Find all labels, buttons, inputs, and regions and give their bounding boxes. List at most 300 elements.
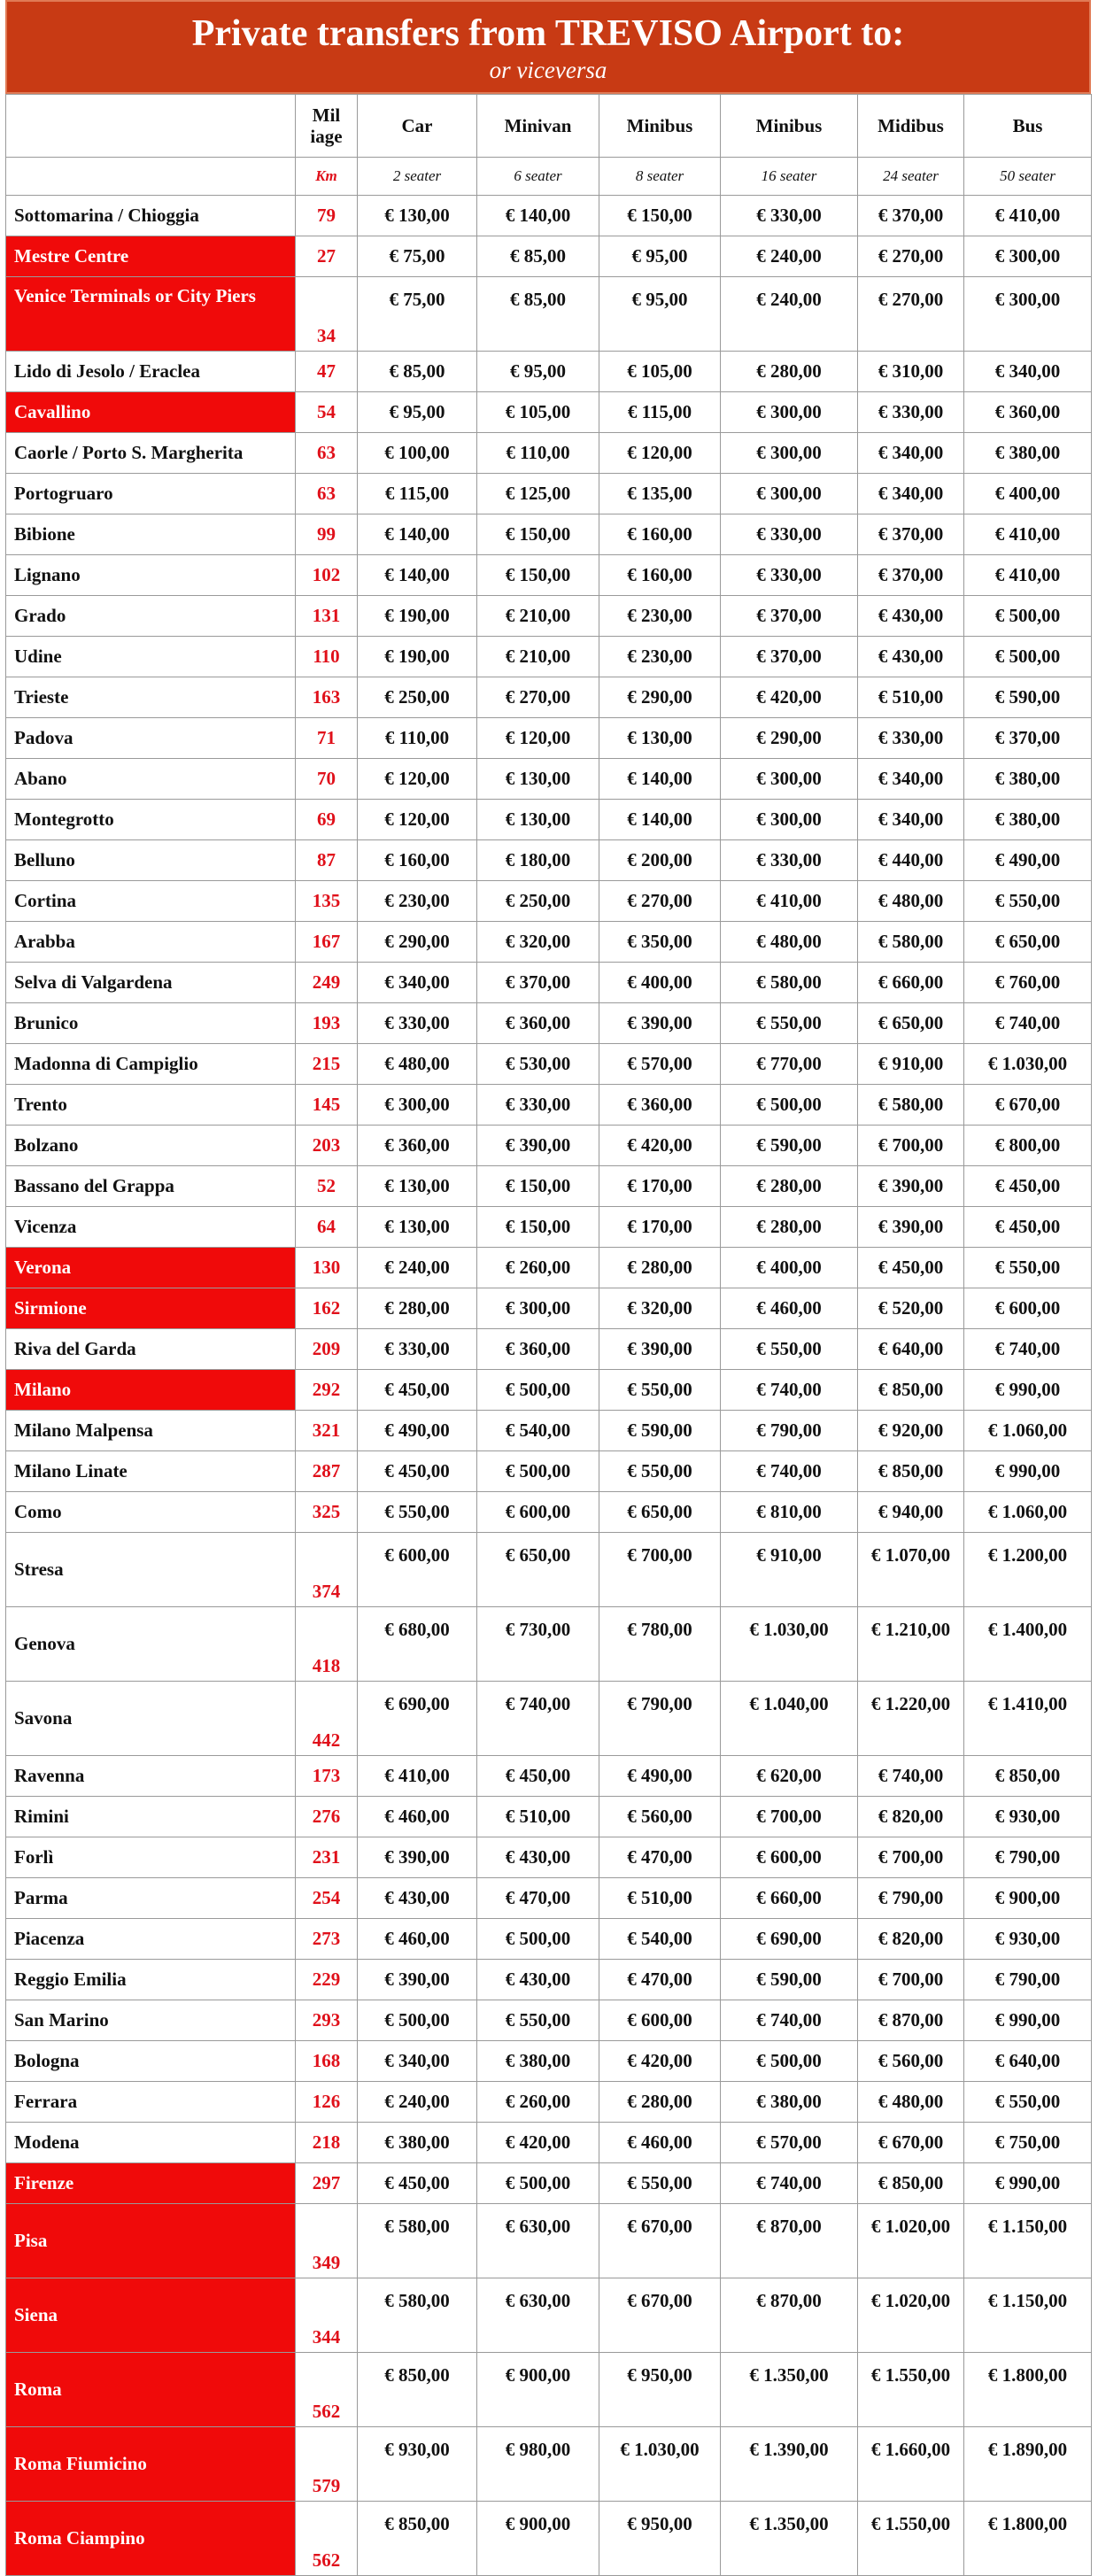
price-cell: € 410,00 — [721, 881, 858, 922]
price-cell: € 460,00 — [358, 1797, 477, 1837]
price-cell: € 140,00 — [599, 800, 721, 840]
price-cell: € 730,00 — [477, 1607, 599, 1682]
price-cell: € 510,00 — [858, 677, 964, 718]
price-cell: € 170,00 — [599, 1207, 721, 1248]
price-cell: € 320,00 — [599, 1288, 721, 1329]
price-cell: € 550,00 — [599, 2163, 721, 2204]
table-row — [6, 1085, 1092, 1126]
table-row — [6, 881, 1092, 922]
price-cell: € 75,00 — [358, 236, 477, 277]
price-cell: € 980,00 — [477, 2427, 599, 2502]
price-cell: € 870,00 — [858, 2000, 964, 2041]
table-row — [6, 2427, 1092, 2502]
price-cell: € 360,00 — [964, 392, 1092, 433]
price-cell: € 230,00 — [599, 637, 721, 677]
price-cell: € 480,00 — [858, 2082, 964, 2123]
price-cell: € 85,00 — [477, 277, 599, 352]
price-cell: € 240,00 — [358, 2082, 477, 2123]
price-cell: € 130,00 — [358, 196, 477, 236]
capacity-row — [6, 158, 1092, 196]
price-cell: € 670,00 — [599, 2278, 721, 2353]
price-cell: € 850,00 — [964, 1756, 1092, 1797]
price-cell: € 590,00 — [964, 677, 1092, 718]
price-cell: € 140,00 — [358, 555, 477, 596]
table-row — [6, 2204, 1092, 2278]
price-cell: € 500,00 — [358, 2000, 477, 2041]
price-cell: € 950,00 — [599, 2502, 721, 2576]
price-cell: € 420,00 — [599, 2041, 721, 2082]
price-cell: € 280,00 — [721, 1207, 858, 1248]
mileage-cell: 193 — [296, 1003, 358, 1044]
destination-cell: Como — [6, 1492, 296, 1533]
mileage-cell: 442 — [296, 1682, 358, 1756]
price-cell: € 95,00 — [599, 236, 721, 277]
table-row — [6, 2123, 1092, 2163]
price-cell: € 460,00 — [721, 1288, 858, 1329]
price-cell: € 500,00 — [964, 596, 1092, 637]
price-cell: € 550,00 — [721, 1003, 858, 1044]
mileage-cell: 344 — [296, 2278, 358, 2353]
table-row — [6, 718, 1092, 759]
price-cell: € 170,00 — [599, 1166, 721, 1207]
mileage-cell: 34 — [296, 277, 358, 352]
table-row — [6, 1878, 1092, 1919]
price-cell: € 480,00 — [358, 1044, 477, 1085]
seats-minivan: 6 seater — [477, 158, 599, 196]
destination-cell: Riva del Garda — [6, 1329, 296, 1370]
table-row — [6, 277, 1092, 352]
price-cell: € 740,00 — [477, 1682, 599, 1756]
price-cell: € 600,00 — [477, 1492, 599, 1533]
price-cell: € 1.890,00 — [964, 2427, 1092, 2502]
table-row — [6, 1682, 1092, 1756]
price-cell: € 1.210,00 — [858, 1607, 964, 1682]
price-cell: € 130,00 — [477, 759, 599, 800]
price-cell: € 330,00 — [721, 555, 858, 596]
price-cell: € 550,00 — [964, 1248, 1092, 1288]
price-cell: € 470,00 — [599, 1837, 721, 1878]
price-cell: € 120,00 — [358, 759, 477, 800]
price-cell: € 430,00 — [858, 637, 964, 677]
destination-cell: Selva di Valgardena — [6, 963, 296, 1003]
price-cell: € 410,00 — [358, 1756, 477, 1797]
table-row — [6, 433, 1092, 474]
mileage-cell: 374 — [296, 1533, 358, 1607]
table-row — [6, 1411, 1092, 1451]
destination-cell: Bibione — [6, 514, 296, 555]
price-cell: € 180,00 — [477, 840, 599, 881]
price-cell: € 1.150,00 — [964, 2204, 1092, 2278]
table-row — [6, 1044, 1092, 1085]
price-cell: € 300,00 — [721, 392, 858, 433]
price-cell: € 850,00 — [858, 2163, 964, 2204]
price-cell: € 140,00 — [477, 196, 599, 236]
mileage-cell: 562 — [296, 2353, 358, 2427]
price-cell: € 370,00 — [858, 555, 964, 596]
price-cell: € 230,00 — [599, 596, 721, 637]
price-cell: € 380,00 — [964, 433, 1092, 474]
table-row — [6, 963, 1092, 1003]
mileage-cell: 231 — [296, 1837, 358, 1878]
price-cell: € 990,00 — [964, 2000, 1092, 2041]
price-cell: € 330,00 — [358, 1003, 477, 1044]
table-row — [6, 1207, 1092, 1248]
price-cell: € 540,00 — [599, 1919, 721, 1960]
destination-cell: Lignano — [6, 555, 296, 596]
price-cell: € 250,00 — [477, 881, 599, 922]
price-cell: € 150,00 — [477, 1207, 599, 1248]
price-cell: € 190,00 — [358, 596, 477, 637]
price-cell: € 660,00 — [721, 1878, 858, 1919]
price-cell: € 350,00 — [599, 922, 721, 963]
mileage-cell: 27 — [296, 236, 358, 277]
table-row — [6, 596, 1092, 637]
price-cell: € 380,00 — [477, 2041, 599, 2082]
table-row — [6, 2353, 1092, 2427]
table-row — [6, 1919, 1092, 1960]
col-header-midibus: Midibus — [858, 95, 964, 158]
price-cell: € 790,00 — [964, 1960, 1092, 2000]
price-cell: € 550,00 — [964, 2082, 1092, 2123]
price-cell: € 490,00 — [964, 840, 1092, 881]
price-cell: € 240,00 — [721, 277, 858, 352]
destination-cell: Verona — [6, 1248, 296, 1288]
destination-cell: Roma — [6, 2353, 296, 2427]
mileage-cell: 276 — [296, 1797, 358, 1837]
price-list — [5, 0, 1091, 2576]
mileage-cell: 321 — [296, 1411, 358, 1451]
price-cell: € 1.220,00 — [858, 1682, 964, 1756]
page-title: Private transfers from TREVISO Airport to: — [191, 13, 905, 54]
price-cell: € 550,00 — [964, 881, 1092, 922]
price-cell: € 760,00 — [964, 963, 1092, 1003]
price-cell: € 1.800,00 — [964, 2502, 1092, 2576]
price-cell: € 700,00 — [858, 1837, 964, 1878]
price-cell: € 470,00 — [599, 1960, 721, 2000]
header-banner — [5, 0, 1091, 94]
price-cell: € 160,00 — [599, 514, 721, 555]
price-cell: € 85,00 — [358, 352, 477, 392]
price-cell: € 1.070,00 — [858, 1533, 964, 1607]
price-cell: € 790,00 — [858, 1878, 964, 1919]
mileage-cell: 292 — [296, 1370, 358, 1411]
price-cell: € 300,00 — [721, 474, 858, 514]
price-cell: € 200,00 — [599, 840, 721, 881]
price-cell: € 600,00 — [721, 1837, 858, 1878]
price-cell: € 360,00 — [477, 1329, 599, 1370]
price-cell: € 340,00 — [358, 2041, 477, 2082]
table-row — [6, 2041, 1092, 2082]
price-cell: € 570,00 — [599, 1044, 721, 1085]
price-cell: € 480,00 — [721, 922, 858, 963]
table-row — [6, 2278, 1092, 2353]
price-cell: € 540,00 — [477, 1411, 599, 1451]
price-cell: € 770,00 — [721, 1044, 858, 1085]
price-cell: € 340,00 — [858, 433, 964, 474]
price-cell: € 580,00 — [858, 922, 964, 963]
price-cell: € 700,00 — [858, 1126, 964, 1166]
price-cell: € 550,00 — [358, 1492, 477, 1533]
destination-cell: Caorle / Porto S. Margherita — [6, 433, 296, 474]
price-cell: € 740,00 — [721, 1370, 858, 1411]
table-row — [6, 1451, 1092, 1492]
price-cell: € 500,00 — [721, 1085, 858, 1126]
price-cell: € 130,00 — [599, 718, 721, 759]
price-cell: € 125,00 — [477, 474, 599, 514]
price-cell: € 590,00 — [721, 1126, 858, 1166]
mileage-cell: 167 — [296, 922, 358, 963]
price-cell: € 410,00 — [964, 555, 1092, 596]
price-cell: € 410,00 — [964, 514, 1092, 555]
price-cell: € 280,00 — [721, 1166, 858, 1207]
destination-cell: Arabba — [6, 922, 296, 963]
table-row — [6, 1329, 1092, 1370]
price-cell: € 490,00 — [599, 1756, 721, 1797]
price-cell: € 560,00 — [858, 2041, 964, 2082]
unit-km: Km — [296, 158, 358, 196]
mileage-cell: 63 — [296, 433, 358, 474]
price-cell: € 1.150,00 — [964, 2278, 1092, 2353]
price-cell: € 590,00 — [721, 1960, 858, 2000]
price-cell: € 740,00 — [964, 1329, 1092, 1370]
destination-cell: San Marino — [6, 2000, 296, 2041]
price-cell: € 500,00 — [721, 2041, 858, 2082]
destination-cell: Madonna di Campiglio — [6, 1044, 296, 1085]
price-table — [5, 94, 1092, 2576]
table-row — [6, 1492, 1092, 1533]
price-cell: € 870,00 — [721, 2278, 858, 2353]
mileage-cell: 218 — [296, 2123, 358, 2163]
price-cell: € 550,00 — [721, 1329, 858, 1370]
destination-cell: Pisa — [6, 2204, 296, 2278]
price-cell: € 450,00 — [358, 1370, 477, 1411]
mileage-cell: 287 — [296, 1451, 358, 1492]
table-row — [6, 1797, 1092, 1837]
price-cell: € 850,00 — [358, 2502, 477, 2576]
destination-cell: Milano — [6, 1370, 296, 1411]
mileage-cell: 325 — [296, 1492, 358, 1533]
price-cell: € 1.410,00 — [964, 1682, 1092, 1756]
price-cell: € 1.350,00 — [721, 2353, 858, 2427]
table-row — [6, 1533, 1092, 1607]
mileage-cell: 126 — [296, 2082, 358, 2123]
price-cell: € 430,00 — [358, 1878, 477, 1919]
price-cell: € 430,00 — [858, 596, 964, 637]
price-cell: € 140,00 — [599, 759, 721, 800]
price-cell: € 620,00 — [721, 1756, 858, 1797]
price-cell: € 1.400,00 — [964, 1607, 1092, 1682]
price-cell: € 370,00 — [964, 718, 1092, 759]
table-row — [6, 800, 1092, 840]
price-cell: € 260,00 — [477, 1248, 599, 1288]
price-cell: € 740,00 — [858, 1756, 964, 1797]
price-cell: € 290,00 — [599, 677, 721, 718]
table-row — [6, 1166, 1092, 1207]
price-cell: € 290,00 — [721, 718, 858, 759]
price-cell: € 420,00 — [477, 2123, 599, 2163]
destination-cell: Piacenza — [6, 1919, 296, 1960]
mileage-cell: 254 — [296, 1878, 358, 1919]
price-cell: € 600,00 — [599, 2000, 721, 2041]
mileage-cell: 87 — [296, 840, 358, 881]
price-cell: € 1.350,00 — [721, 2502, 858, 2576]
price-cell: € 1.020,00 — [858, 2278, 964, 2353]
price-cell: € 670,00 — [964, 1085, 1092, 1126]
price-cell: € 120,00 — [599, 433, 721, 474]
price-cell: € 660,00 — [858, 963, 964, 1003]
price-cell: € 330,00 — [858, 392, 964, 433]
price-cell: € 380,00 — [964, 759, 1092, 800]
price-cell: € 270,00 — [858, 277, 964, 352]
seats-bus: 50 seater — [964, 158, 1092, 196]
table-row — [6, 196, 1092, 236]
price-cell: € 910,00 — [721, 1533, 858, 1607]
price-cell: € 1.030,00 — [721, 1607, 858, 1682]
price-cell: € 790,00 — [721, 1411, 858, 1451]
table-row — [6, 555, 1092, 596]
price-cell: € 740,00 — [964, 1003, 1092, 1044]
table-row — [6, 759, 1092, 800]
price-cell: € 250,00 — [358, 677, 477, 718]
price-cell: € 330,00 — [721, 514, 858, 555]
price-cell: € 300,00 — [721, 433, 858, 474]
price-cell: € 1.660,00 — [858, 2427, 964, 2502]
mileage-cell: 418 — [296, 1607, 358, 1682]
price-cell: € 150,00 — [477, 555, 599, 596]
price-cell: € 1.030,00 — [964, 1044, 1092, 1085]
table-row — [6, 1607, 1092, 1682]
price-cell: € 850,00 — [358, 2353, 477, 2427]
price-cell: € 300,00 — [721, 759, 858, 800]
mileage-cell: 79 — [296, 196, 358, 236]
destination-cell: Stresa — [6, 1533, 296, 1607]
destination-cell: Roma Ciampino — [6, 2502, 296, 2576]
destination-cell: Savona — [6, 1682, 296, 1756]
mileage-cell: 131 — [296, 596, 358, 637]
price-cell: € 990,00 — [964, 1451, 1092, 1492]
price-cell: € 150,00 — [599, 196, 721, 236]
price-cell: € 160,00 — [599, 555, 721, 596]
price-cell: € 450,00 — [358, 1451, 477, 1492]
price-cell: € 740,00 — [721, 2000, 858, 2041]
mileage-cell: 102 — [296, 555, 358, 596]
price-cell: € 110,00 — [477, 433, 599, 474]
price-cell: € 630,00 — [477, 2278, 599, 2353]
destination-cell: Bolzano — [6, 1126, 296, 1166]
price-cell: € 450,00 — [964, 1166, 1092, 1207]
price-cell: € 150,00 — [477, 514, 599, 555]
price-cell: € 300,00 — [477, 1288, 599, 1329]
price-cell: € 390,00 — [858, 1166, 964, 1207]
price-cell: € 600,00 — [964, 1288, 1092, 1329]
destination-cell: Montegrotto — [6, 800, 296, 840]
page-subtitle: or viceversa — [489, 57, 607, 83]
mileage-cell: 297 — [296, 2163, 358, 2204]
price-cell: € 300,00 — [358, 1085, 477, 1126]
price-cell: € 360,00 — [358, 1126, 477, 1166]
destination-cell: Grado — [6, 596, 296, 637]
col-header-minivan: Minivan — [477, 95, 599, 158]
price-cell: € 800,00 — [964, 1126, 1092, 1166]
mileage-cell: 135 — [296, 881, 358, 922]
price-cell: € 210,00 — [477, 596, 599, 637]
table-row — [6, 1756, 1092, 1797]
price-cell: € 370,00 — [477, 963, 599, 1003]
destination-cell: Roma Fiumicino — [6, 2427, 296, 2502]
price-cell: € 600,00 — [358, 1533, 477, 1607]
price-cell: € 340,00 — [858, 474, 964, 514]
mileage-cell: 168 — [296, 2041, 358, 2082]
price-cell: € 260,00 — [477, 2082, 599, 2123]
price-cell: € 105,00 — [599, 352, 721, 392]
price-cell: € 700,00 — [858, 1960, 964, 2000]
price-cell: € 940,00 — [858, 1492, 964, 1533]
seats-minibus-16: 16 seater — [721, 158, 858, 196]
destination-cell: Siena — [6, 2278, 296, 2353]
price-cell: € 520,00 — [858, 1288, 964, 1329]
table-row — [6, 514, 1092, 555]
price-cell: € 470,00 — [477, 1878, 599, 1919]
mileage-cell: 162 — [296, 1288, 358, 1329]
price-cell: € 390,00 — [477, 1126, 599, 1166]
price-cell: € 670,00 — [599, 2204, 721, 2278]
destination-cell: Cortina — [6, 881, 296, 922]
destination-cell: Bassano del Grappa — [6, 1166, 296, 1207]
price-cell: € 650,00 — [858, 1003, 964, 1044]
table-row — [6, 1837, 1092, 1878]
price-cell: € 330,00 — [721, 196, 858, 236]
destination-cell: Udine — [6, 637, 296, 677]
price-cell: € 390,00 — [599, 1329, 721, 1370]
price-cell: € 500,00 — [477, 1451, 599, 1492]
price-cell: € 450,00 — [858, 1248, 964, 1288]
destination-cell: Venice Terminals or City Piers — [6, 277, 296, 352]
price-cell: € 530,00 — [477, 1044, 599, 1085]
price-cell: € 630,00 — [477, 2204, 599, 2278]
price-cell: € 920,00 — [858, 1411, 964, 1451]
price-cell: € 1.200,00 — [964, 1533, 1092, 1607]
price-cell: € 900,00 — [964, 1878, 1092, 1919]
mileage-cell: 293 — [296, 2000, 358, 2041]
mileage-cell: 110 — [296, 637, 358, 677]
table-row — [6, 677, 1092, 718]
price-cell: € 500,00 — [477, 2163, 599, 2204]
price-cell: € 1.390,00 — [721, 2427, 858, 2502]
price-cell: € 130,00 — [358, 1166, 477, 1207]
price-cell: € 130,00 — [477, 800, 599, 840]
table-row — [6, 2000, 1092, 2041]
price-cell: € 75,00 — [358, 277, 477, 352]
price-cell: € 820,00 — [858, 1797, 964, 1837]
price-cell: € 370,00 — [721, 637, 858, 677]
price-cell: € 1.550,00 — [858, 2353, 964, 2427]
price-cell: € 930,00 — [964, 1797, 1092, 1837]
seats-car: 2 seater — [358, 158, 477, 196]
price-cell: € 790,00 — [599, 1682, 721, 1756]
price-cell: € 570,00 — [721, 2123, 858, 2163]
price-cell: € 370,00 — [858, 514, 964, 555]
mileage-cell: 47 — [296, 352, 358, 392]
price-cell: € 450,00 — [358, 2163, 477, 2204]
price-cell: € 1.020,00 — [858, 2204, 964, 2278]
price-cell: € 1.060,00 — [964, 1492, 1092, 1533]
price-cell: € 580,00 — [358, 2204, 477, 2278]
seats-minibus-8: 8 seater — [599, 158, 721, 196]
mileage-cell: 229 — [296, 1960, 358, 2000]
destination-cell: Bologna — [6, 2041, 296, 2082]
price-cell: € 280,00 — [721, 352, 858, 392]
destination-cell: Portogruaro — [6, 474, 296, 514]
